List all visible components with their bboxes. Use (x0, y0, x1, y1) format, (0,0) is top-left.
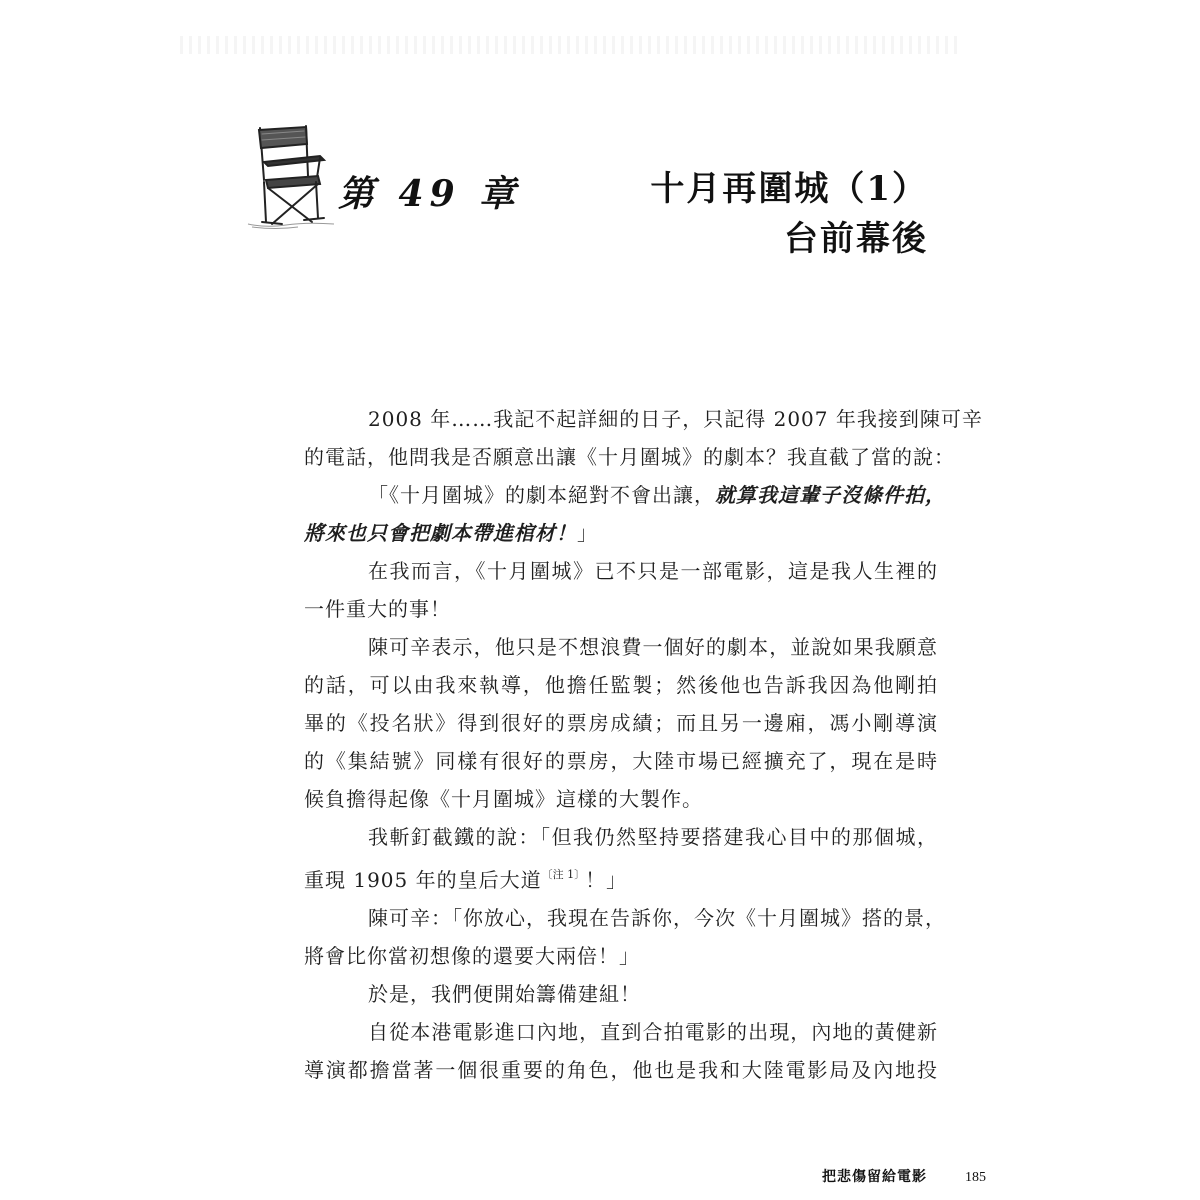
text-line: 的話，可以由我來執導，他擔任監製；然後他也告訴我因為他剛拍 (304, 673, 938, 697)
text-line: 陳可辛：「你放心，我現在告訴你，今次《十月圍城》搭的景， (368, 906, 946, 930)
text-line: 候負擔得起像《十月圍城》這樣的大製作。 (304, 787, 703, 811)
chapter-title (650, 164, 928, 264)
faint-header-bleed (180, 36, 960, 54)
footnote-marker: 〔注 1〕 (541, 868, 586, 881)
emphasized-text: 將來也只會把劇本帶進棺材！ (304, 521, 577, 545)
text-line: 導演都擔當著一個很重要的角色，他也是我和大陸電影局及內地投 (304, 1058, 938, 1082)
text-line: 我斬釘截鐵的說：「但我仍然堅持要搭建我心目中的那個城， (368, 825, 938, 849)
text-line: 於是，我們便開始籌備建組！ (368, 982, 641, 1006)
text-line: 畢的《投名狀》得到很好的票房成績；而且另一邊廂，馮小剛導演 (304, 711, 938, 735)
page-number: 185 (965, 1170, 986, 1185)
text-segment: 重現 1905 年的皇后大道 (304, 868, 542, 892)
text-segment: ！」 (585, 868, 628, 892)
body-text (304, 400, 983, 1089)
text-line: 陳可辛表示，他只是不想浪費一個好的劇本，並說如果我願意 (368, 635, 938, 659)
emphasized-text: 就算我這輩子沒條件拍， (715, 483, 946, 507)
text-line (304, 476, 946, 514)
text-line: 將會比你當初想像的還要大兩倍！」 (304, 944, 640, 968)
chapter-number: 第 49 章 (338, 173, 522, 215)
quote-close: 」 (577, 521, 598, 545)
text-line: 2008 年……我記不起詳細的日子，只記得 2007 年我接到陳可辛 (368, 407, 983, 431)
page-footer (822, 1166, 986, 1186)
directors-chair-icon (246, 118, 336, 230)
chapter-title-line-1: 十月再圍城（1） (650, 169, 928, 209)
text-line (304, 514, 938, 552)
text-line (304, 856, 938, 899)
text-line: 自從本港電影進口內地，直到合拍電影的出現，內地的黃健新 (368, 1020, 938, 1044)
text-line: 一件重大的事！ (304, 597, 451, 621)
chapter-title-line-2: 台前幕後 (784, 219, 928, 259)
text-line: 的電話，他問我是否願意出讓《十月圍城》的劇本？我直截了當的說： (304, 445, 955, 469)
quote-text: 「《十月圍城》的劇本絕對不會出讓， (368, 483, 715, 507)
running-book-title: 把悲傷留給電影 (822, 1169, 927, 1185)
text-line: 在我而言，《十月圍城》已不只是一部電影，這是我人生裡的 (368, 559, 938, 583)
text-line: 的《集結號》同樣有很好的票房，大陸市場已經擴充了，現在是時 (304, 749, 938, 773)
